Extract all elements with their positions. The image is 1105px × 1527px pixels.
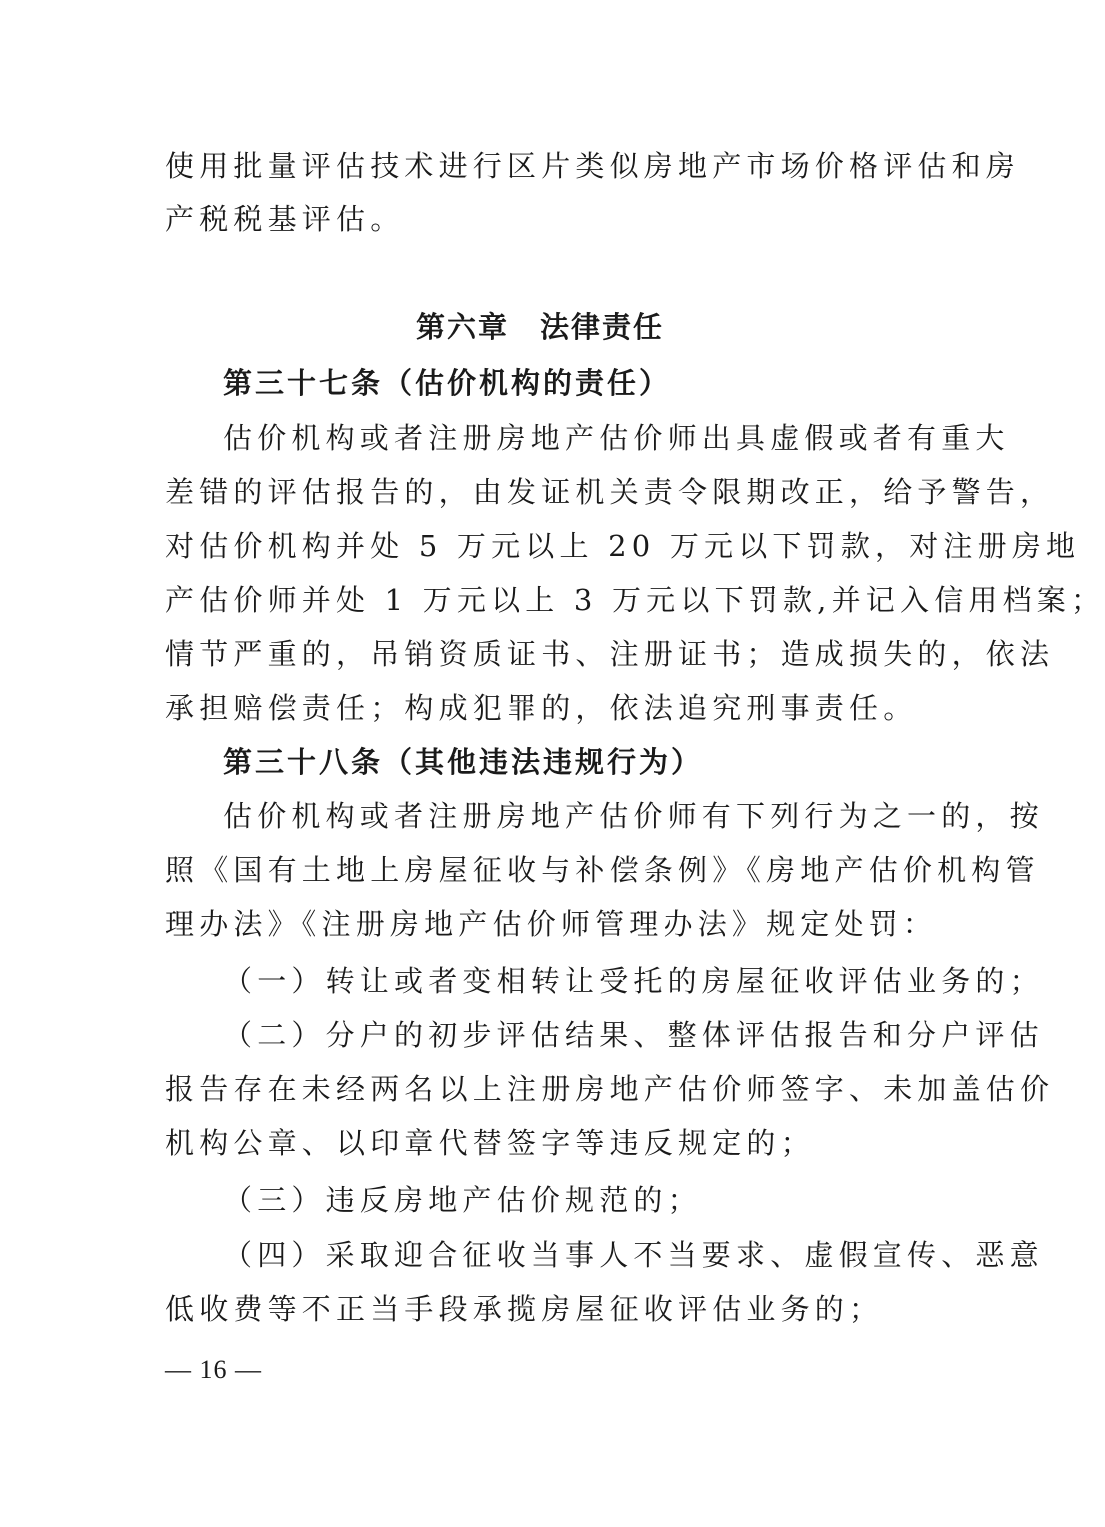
article-38-line-2: 照《国有土地上房屋征收与补偿条例》《房地产估价机构管 <box>165 853 1040 887</box>
chapter-title: 第六章 法律责任 <box>415 310 664 344</box>
article-38-title: 第三十八条（其他违法违规行为） <box>223 745 704 779</box>
article-38-line-3: 理办法》《注册房地产估价师管理办法》规定处罚： <box>165 907 938 941</box>
article-38-item-2-line-3: 机构公章、以印章代替签字等违反规定的； <box>165 1126 815 1160</box>
article-38-item-3: （三）违反房地产估价规范的； <box>223 1183 702 1217</box>
intro-line-1: 使用批量评估技术进行区片类似房地产市场价格评估和房 <box>165 149 1021 183</box>
article-38-item-4-line-2: 低收费等不正当手段承揽房屋征收评估业务的； <box>165 1292 884 1326</box>
article-37-line-6: 承担赔偿责任；构成犯罪的，依法追究刑事责任。 <box>165 691 918 725</box>
intro-line-2: 产税税基评估。 <box>165 202 405 236</box>
article-38-line-1: 估价机构或者注册房地产估价师有下列行为之一的，按 <box>223 799 1044 833</box>
article-38-item-4-line-1: （四）采取迎合征收当事人不当要求、虚假宣传、恶意 <box>223 1238 1044 1272</box>
article-38-item-1: （一）转让或者变相转让受托的房屋征收评估业务的； <box>223 964 1044 998</box>
page-number: — 16 — <box>165 1355 262 1384</box>
article-37-line-3: 对估价机构并处 5 万元以上 20 万元以下罚款，对注册房地 <box>165 529 1081 563</box>
article-37-line-4: 产估价师并处 1 万元以上 3 万元以下罚款,并记入信用档案； <box>165 583 1105 617</box>
article-37-line-5: 情节严重的，吊销资质证书、注册证书；造成损失的，依法 <box>165 637 1055 671</box>
article-37-line-1: 估价机构或者注册房地产估价师出具虚假或者有重大 <box>223 421 1010 455</box>
article-38-item-2-line-2: 报告存在未经两名以上注册房地产估价师签字、未加盖估价 <box>165 1072 1055 1106</box>
article-38-item-2-line-1: （二）分户的初步评估结果、整体评估报告和分户评估 <box>223 1018 1044 1052</box>
article-37-title: 第三十七条（估价机构的责任） <box>223 366 672 400</box>
article-37-line-2: 差错的评估报告的，由发证机关责令限期改正，给予警告， <box>165 475 1055 509</box>
